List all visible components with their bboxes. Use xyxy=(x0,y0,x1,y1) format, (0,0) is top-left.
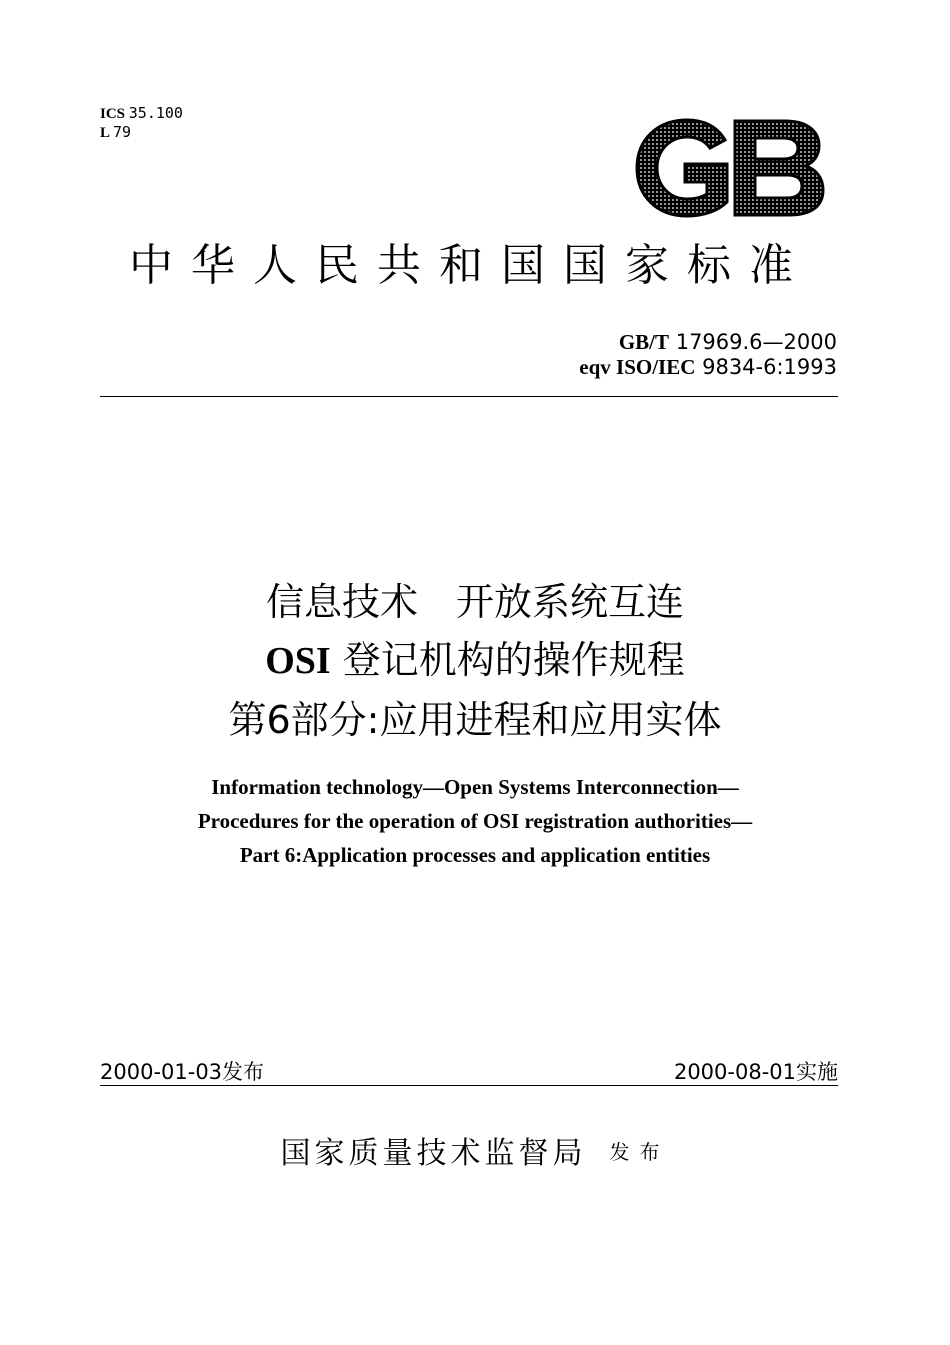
gb-number: GB/T 17969.6—2000 xyxy=(618,330,837,354)
title-en-line3: Part 6:Application processes and application entities xyxy=(239,843,711,867)
effective-date: 2000-08-01实施 xyxy=(673,1060,838,1084)
title-cn-line2 xyxy=(0,630,950,691)
title-en-line1: Information technology—Open Systems Interconnection— xyxy=(211,775,739,799)
issuer xyxy=(0,1128,950,1172)
title-cn-line2-rest: 登记机构的操作规程 xyxy=(342,638,685,682)
issuer-organization: 国家质量技术监督局 xyxy=(280,1136,587,1171)
footer-divider xyxy=(100,1085,838,1086)
gb-logo xyxy=(635,118,825,218)
issuer-action: 发布 xyxy=(609,1140,670,1164)
classification-codes xyxy=(100,104,183,142)
title-cn-line1: 信息技术 开放系统互连 xyxy=(265,580,684,624)
national-standard-title: 中华人民共和国国家标准 xyxy=(129,240,811,291)
ccs-code: L 79 xyxy=(100,123,131,141)
title-cn-line2-latin: OSI xyxy=(265,640,331,682)
standard-number xyxy=(579,330,837,380)
title-en xyxy=(0,770,950,872)
title-en-line2: Procedures for the operation of OSI registration authorities— xyxy=(197,809,753,833)
dates-row xyxy=(100,1058,838,1086)
title-cn-line3: 第6部分:应用进程和应用实体 xyxy=(228,698,722,742)
eqv-number: eqv ISO/IEC 9834-6:1993 xyxy=(579,355,837,379)
header-divider xyxy=(100,396,838,397)
ics-code: ICS 35.100 xyxy=(100,104,183,122)
publish-date: 2000-01-03发布 xyxy=(100,1060,265,1084)
